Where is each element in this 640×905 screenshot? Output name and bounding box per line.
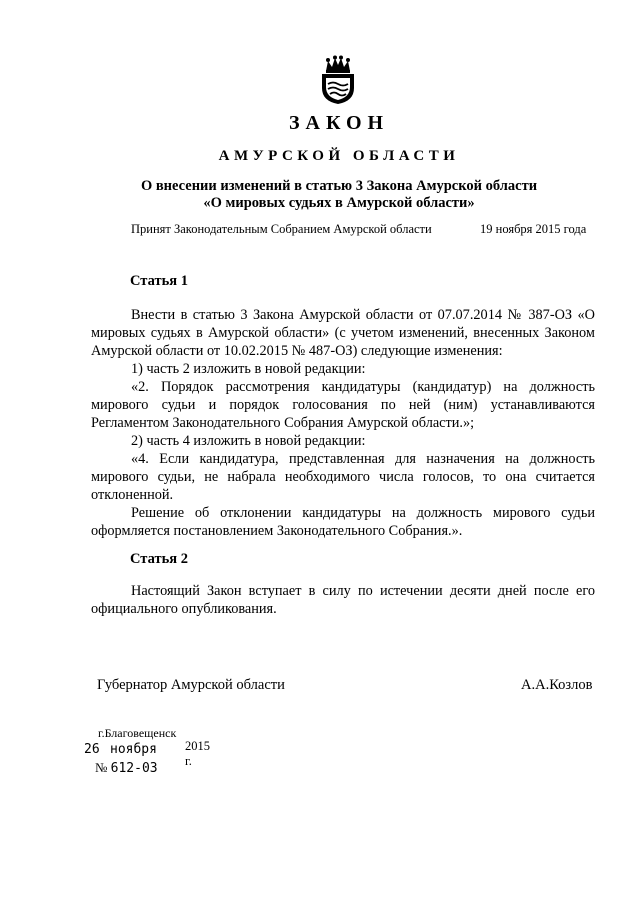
article-1-body <box>91 306 595 540</box>
article-1-paragraph: 1) часть 2 изложить в новой редакции: <box>131 361 366 377</box>
article-1-paragraph: Решение об отклонении кандидатуры на должность мирового судьи оформляется постановлением Законодательного Собрания.». <box>91 505 595 539</box>
article-2-heading: Статья 2 <box>130 551 188 567</box>
region-title: АМУРСКОЙ ОБЛАСТИ <box>218 148 460 164</box>
law-subject <box>0 178 640 212</box>
article-1-paragraph: 2) часть 4 изложить в новой редакции: <box>131 433 366 449</box>
adopted-by: Принят Законодательным Собранием Амурской области <box>131 222 432 236</box>
article-2-body <box>91 582 595 618</box>
article-1-paragraph: Внести в статью 3 Закона Амурской области от 07.07.2014 № 387-ОЗ «О мировых судьях в Амурской области» (с учетом изменений, внесенных Законом Амурской области от 10.02.2015 № 487-ОЗ) следующие изменения: <box>91 307 595 359</box>
article-1-paragraph: «4. Если кандидатура, представленная для назначения на должность мирового судьи, не набрала необходимого числа голосов, то она считается отклоненной. <box>91 451 595 503</box>
signing-month: ноября <box>110 742 157 757</box>
governor-title: Губернатор Амурской области <box>97 677 285 693</box>
law-number-prefix: № <box>95 760 108 775</box>
article-1-heading: Статья 1 <box>130 273 188 289</box>
law-subject-line-2: «О мировых судьях в Амурской области» <box>203 195 475 211</box>
coat-of-arms-icon <box>318 55 358 105</box>
document-title: ЗАКОН <box>288 112 390 134</box>
governor-name: А.А.Козлов <box>521 677 593 693</box>
signing-day: 26 <box>84 742 100 757</box>
law-subject-line-1: О внесении изменений в статью 3 Закона Амурской области <box>140 178 538 194</box>
law-number-value: 612-03 <box>110 761 158 776</box>
adopted-date: 19 ноября 2015 года <box>480 222 587 236</box>
signing-place: г.Благовещенск <box>98 726 177 740</box>
article-2-paragraph: Настоящий Закон вступает в силу по истечении десяти дней после его официального опубликования. <box>91 583 595 617</box>
article-1-paragraph: «2. Порядок рассмотрения кандидатуры (кандидатур) на должность мирового судьи и порядок голосования по ней (ним) устанавливаются Регламентом Законодательного Собрания Амурской области.»; <box>91 379 595 431</box>
law-number <box>95 760 158 776</box>
signing-year: 2015 г. <box>185 739 210 768</box>
